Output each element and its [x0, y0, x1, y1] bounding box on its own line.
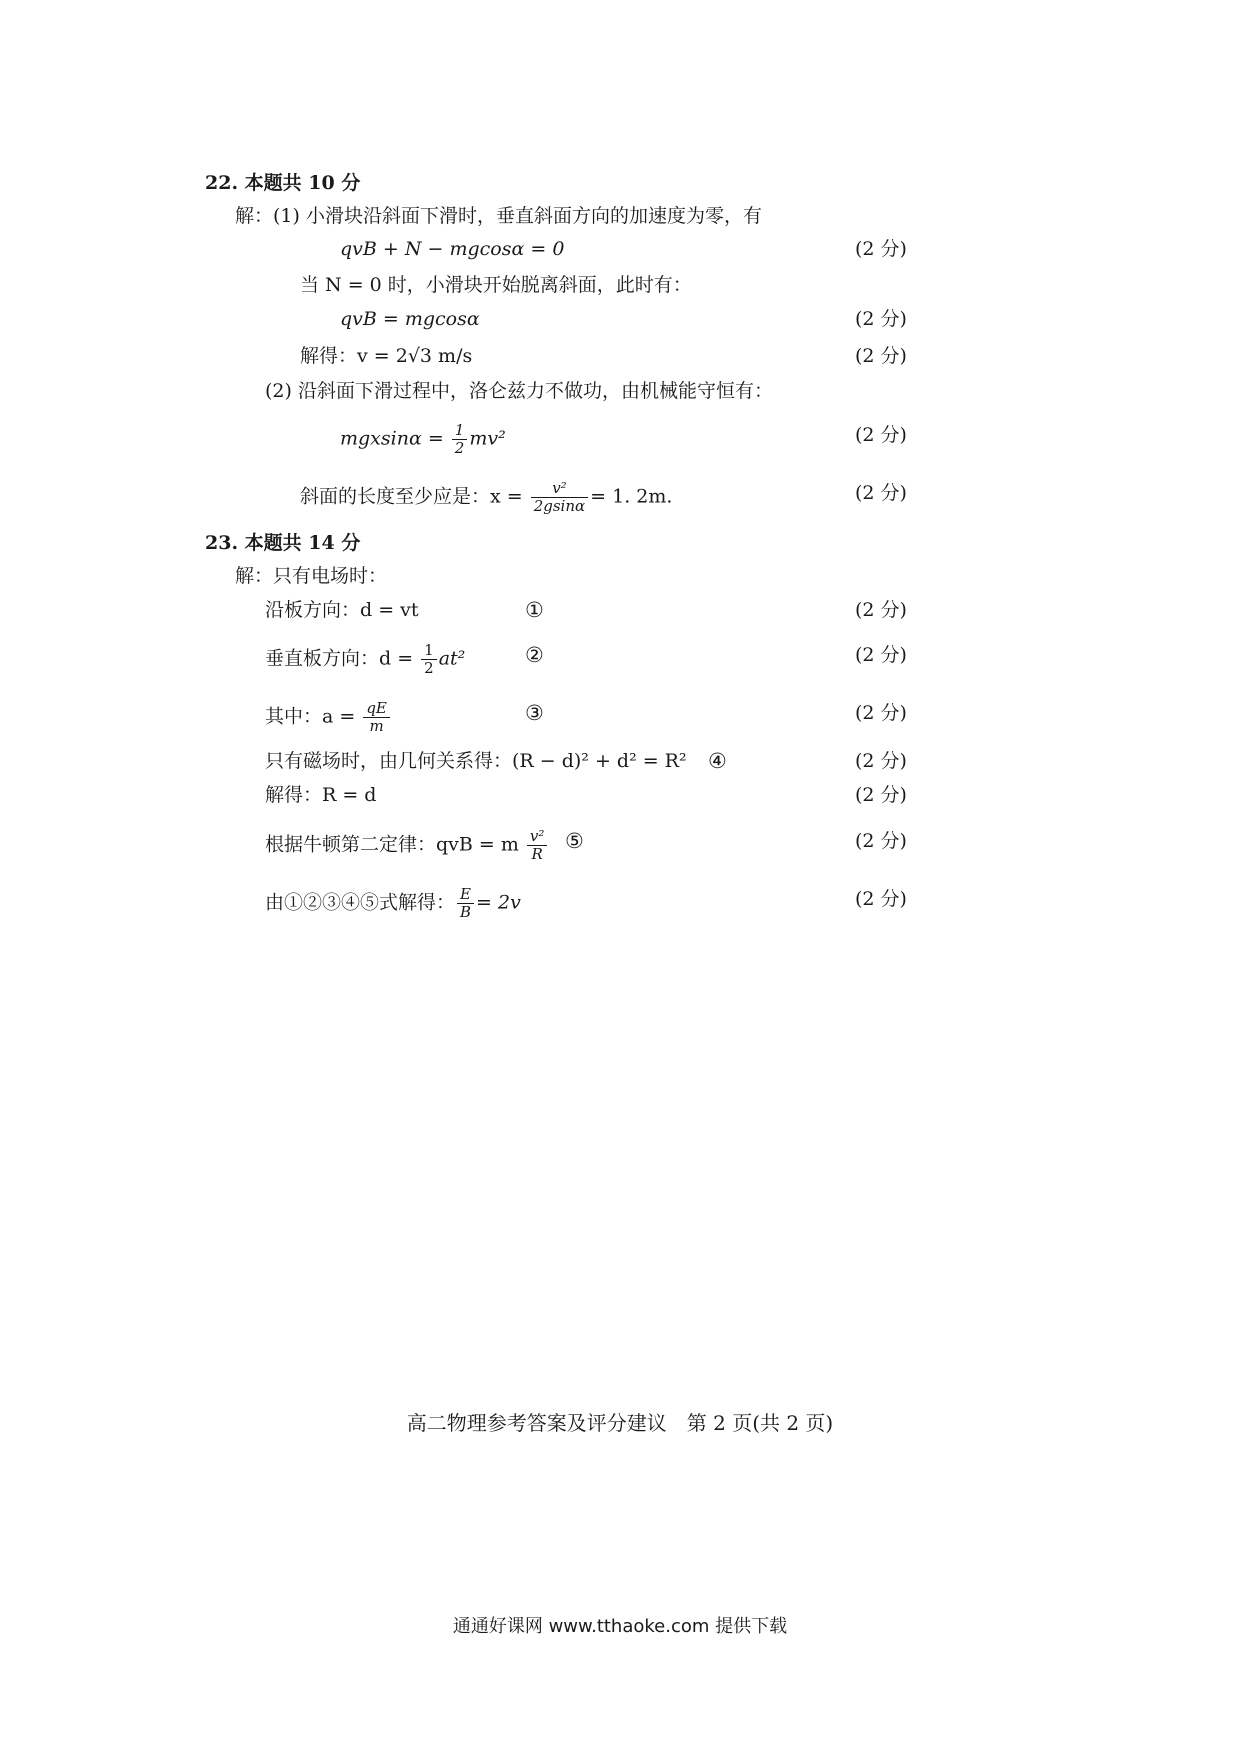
- q23-score-4: (2 分): [855, 750, 907, 772]
- q23-line-1: 解：只有电场时：: [235, 565, 388, 587]
- q22-line-1: 解：(1) 小滑块沿斜面下滑时，垂直斜面方向的加速度为零，有: [235, 205, 762, 227]
- q23-line-accel: [265, 700, 392, 735]
- q23-line-along: 沿板方向：d = vt: [265, 599, 419, 621]
- q23-score-5: (2 分): [855, 784, 907, 806]
- q22-solution-v: 解得：v = 2√3 m/s: [300, 345, 473, 367]
- q23-line-result: [265, 886, 521, 921]
- fraction-numerator: qE: [363, 700, 390, 718]
- q22-length-lhs: 斜面的长度至少应是：x =: [300, 485, 529, 508]
- fraction-numerator: 1: [452, 422, 468, 440]
- q23-fraction-accel: [363, 700, 390, 735]
- q23-perp-lhs: 垂直板方向：d =: [265, 647, 420, 670]
- q22-line-3: 当 N = 0 时，小滑块开始脱离斜面，此时有：: [300, 274, 692, 296]
- q22-score-5: (2 分): [855, 482, 907, 504]
- fraction-numerator: E: [457, 886, 474, 904]
- q22-equation-energy: [340, 422, 506, 457]
- q23-accel-lhs: 其中：a =: [265, 705, 362, 728]
- fraction-numerator: v²: [527, 828, 548, 846]
- q22-score-2: (2 分): [855, 308, 907, 330]
- fraction-denominator: 2: [424, 659, 434, 677]
- q22-energy-lhs: mgxsinα =: [340, 427, 450, 450]
- q23-perp-rhs: at²: [438, 647, 466, 670]
- q23-line-solve-r: 解得：R = d: [265, 784, 377, 806]
- q23-newton-lhs: 根据牛顿第二定律：qvB = m: [265, 833, 525, 856]
- q23-line-magnetic: 只有磁场时，由几何关系得：(R − d)² + d² = R²: [265, 750, 687, 772]
- q23-mark-1: ①: [525, 598, 544, 622]
- q23-line-perp: [265, 642, 465, 677]
- fraction-numerator: 1: [421, 642, 437, 660]
- q23-heading: 23. 本题共 14 分: [205, 532, 361, 554]
- q23-fraction-newton: [527, 828, 548, 863]
- q23-score-2: (2 分): [855, 644, 907, 666]
- fraction-denominator: B: [460, 903, 472, 921]
- q23-line-newton: [265, 828, 549, 863]
- fraction-denominator: R: [531, 845, 543, 863]
- q22-line-length: [300, 480, 672, 515]
- fraction-denominator: 2gsinα: [533, 497, 586, 515]
- q23-mark-4: ④: [708, 749, 727, 773]
- q23-score-6: (2 分): [855, 830, 907, 852]
- fraction-denominator: 2: [454, 439, 465, 457]
- q23-fraction-half: [421, 642, 437, 677]
- q22-length-result: = 1. 2m.: [590, 485, 673, 508]
- q23-score-3: (2 分): [855, 702, 907, 724]
- q22-fraction-half: [452, 422, 468, 457]
- q23-mark-3: ③: [525, 701, 544, 725]
- q23-result-rhs: = 2v: [476, 891, 521, 914]
- q23-score-1: (2 分): [855, 599, 907, 621]
- q22-score-3: (2 分): [855, 345, 907, 367]
- q22-score-4: (2 分): [855, 424, 907, 446]
- q22-fraction-length: [531, 480, 588, 515]
- page-footer: 高二物理参考答案及评分建议 第 2 页(共 2 页): [406, 1411, 834, 1435]
- q22-equation-2: qvB = mgcosα: [340, 308, 480, 330]
- q22-equation-1: qvB + N − mgcosα = 0: [340, 238, 565, 260]
- site-note: 通通好课网 www.tthaoke.com 提供下载: [452, 1616, 788, 1637]
- q22-energy-rhs: mv²: [469, 427, 506, 450]
- q23-mark-2: ②: [525, 643, 544, 667]
- q22-heading: 22. 本题共 10 分: [205, 172, 361, 194]
- q23-fraction-result: [457, 886, 474, 921]
- fraction-numerator: v²: [531, 480, 588, 498]
- q23-result-lhs: 由①②③④⑤式解得：: [265, 891, 456, 914]
- q23-mark-5: ⑤: [565, 829, 584, 853]
- fraction-denominator: m: [369, 717, 384, 735]
- q22-score-1: (2 分): [855, 238, 907, 260]
- q23-score-7: (2 分): [855, 888, 907, 910]
- q22-line-part2: (2) 沿斜面下滑过程中，洛仑兹力不做功，由机械能守恒有：: [265, 380, 773, 402]
